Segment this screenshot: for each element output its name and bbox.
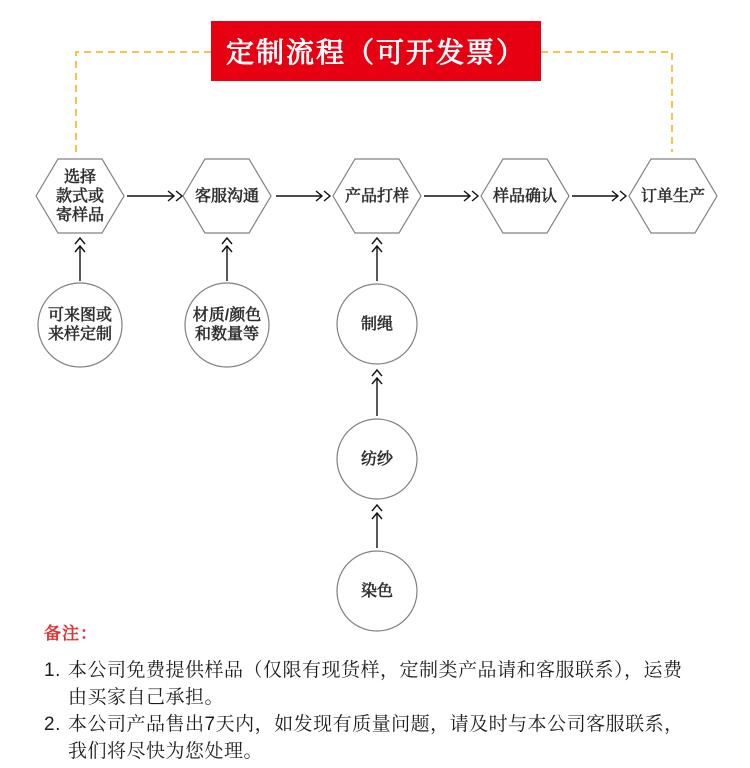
arrow-hex4-hex5 [572,191,626,201]
circle-label-custom-by-image [38,283,122,367]
arrow-dyeing-spinning [372,505,382,548]
label-line: 选择 [63,168,96,186]
arrow-rope-hex3 [372,238,382,281]
label-line: 染色 [360,582,393,600]
remark-number: 1. [44,660,61,681]
remarks-section [44,619,722,765]
label-line: 制绳 [360,315,393,333]
arrow-hex1-hex2 [127,191,182,201]
arrow-circle2-hex2 [222,238,232,281]
dashed-connector-right [541,52,672,152]
label-line: 款式或 [55,187,104,205]
title-banner [211,21,541,81]
label-line: 和数量等 [194,326,259,343]
label-line: 来样定制 [47,326,112,343]
hexagon-label-product-sampling [335,160,419,232]
hexagon-label-customer-service [185,160,269,232]
circle-label-rope-making [337,284,417,364]
circle-label-spinning [337,419,417,499]
hexagon-label-order-production [631,160,715,232]
label-line: 纺纱 [360,450,393,468]
remark-line: 本公司免费提供样品（仅限有现货样，定制类产品请和客服联系），运费 [68,660,683,681]
label-line: 寄样品 [55,206,104,224]
label-line: 样品确认 [492,187,557,205]
remark-item-1 [44,657,722,711]
label-line: 产品打样 [344,187,409,205]
arrow-hex3-hex4 [424,191,478,201]
remark-line: 本公司产品售出7天内，如发现有质量问题，请及时与本公司客服联系， [68,714,684,735]
remark-text [68,657,722,711]
circle-label-material-color [185,283,269,367]
arrow-hex2-hex3 [276,191,330,201]
hexagon-label-sample-confirm [483,160,567,232]
label-line: 订单生产 [640,187,705,205]
remark-number: 2. [44,714,61,735]
remarks-label: 备注： [44,624,98,643]
arrow-circle1-hex1 [75,238,85,281]
remark-line: 我们将尽快为您处理。 [68,741,264,762]
page-title: 定制流程（可开发票） [225,37,526,68]
dashed-connector-left [76,52,211,152]
remark-item-2 [44,711,722,765]
label-line: 可来图或 [47,307,112,324]
label-line: 客服沟通 [194,187,259,205]
remark-line: 由买家自己承担。 [68,687,225,708]
arrow-spinning-rope [372,370,382,416]
label-line: 材质/颜色 [192,307,262,324]
hexagon-label-select-style [38,160,122,232]
remark-text [68,711,722,765]
